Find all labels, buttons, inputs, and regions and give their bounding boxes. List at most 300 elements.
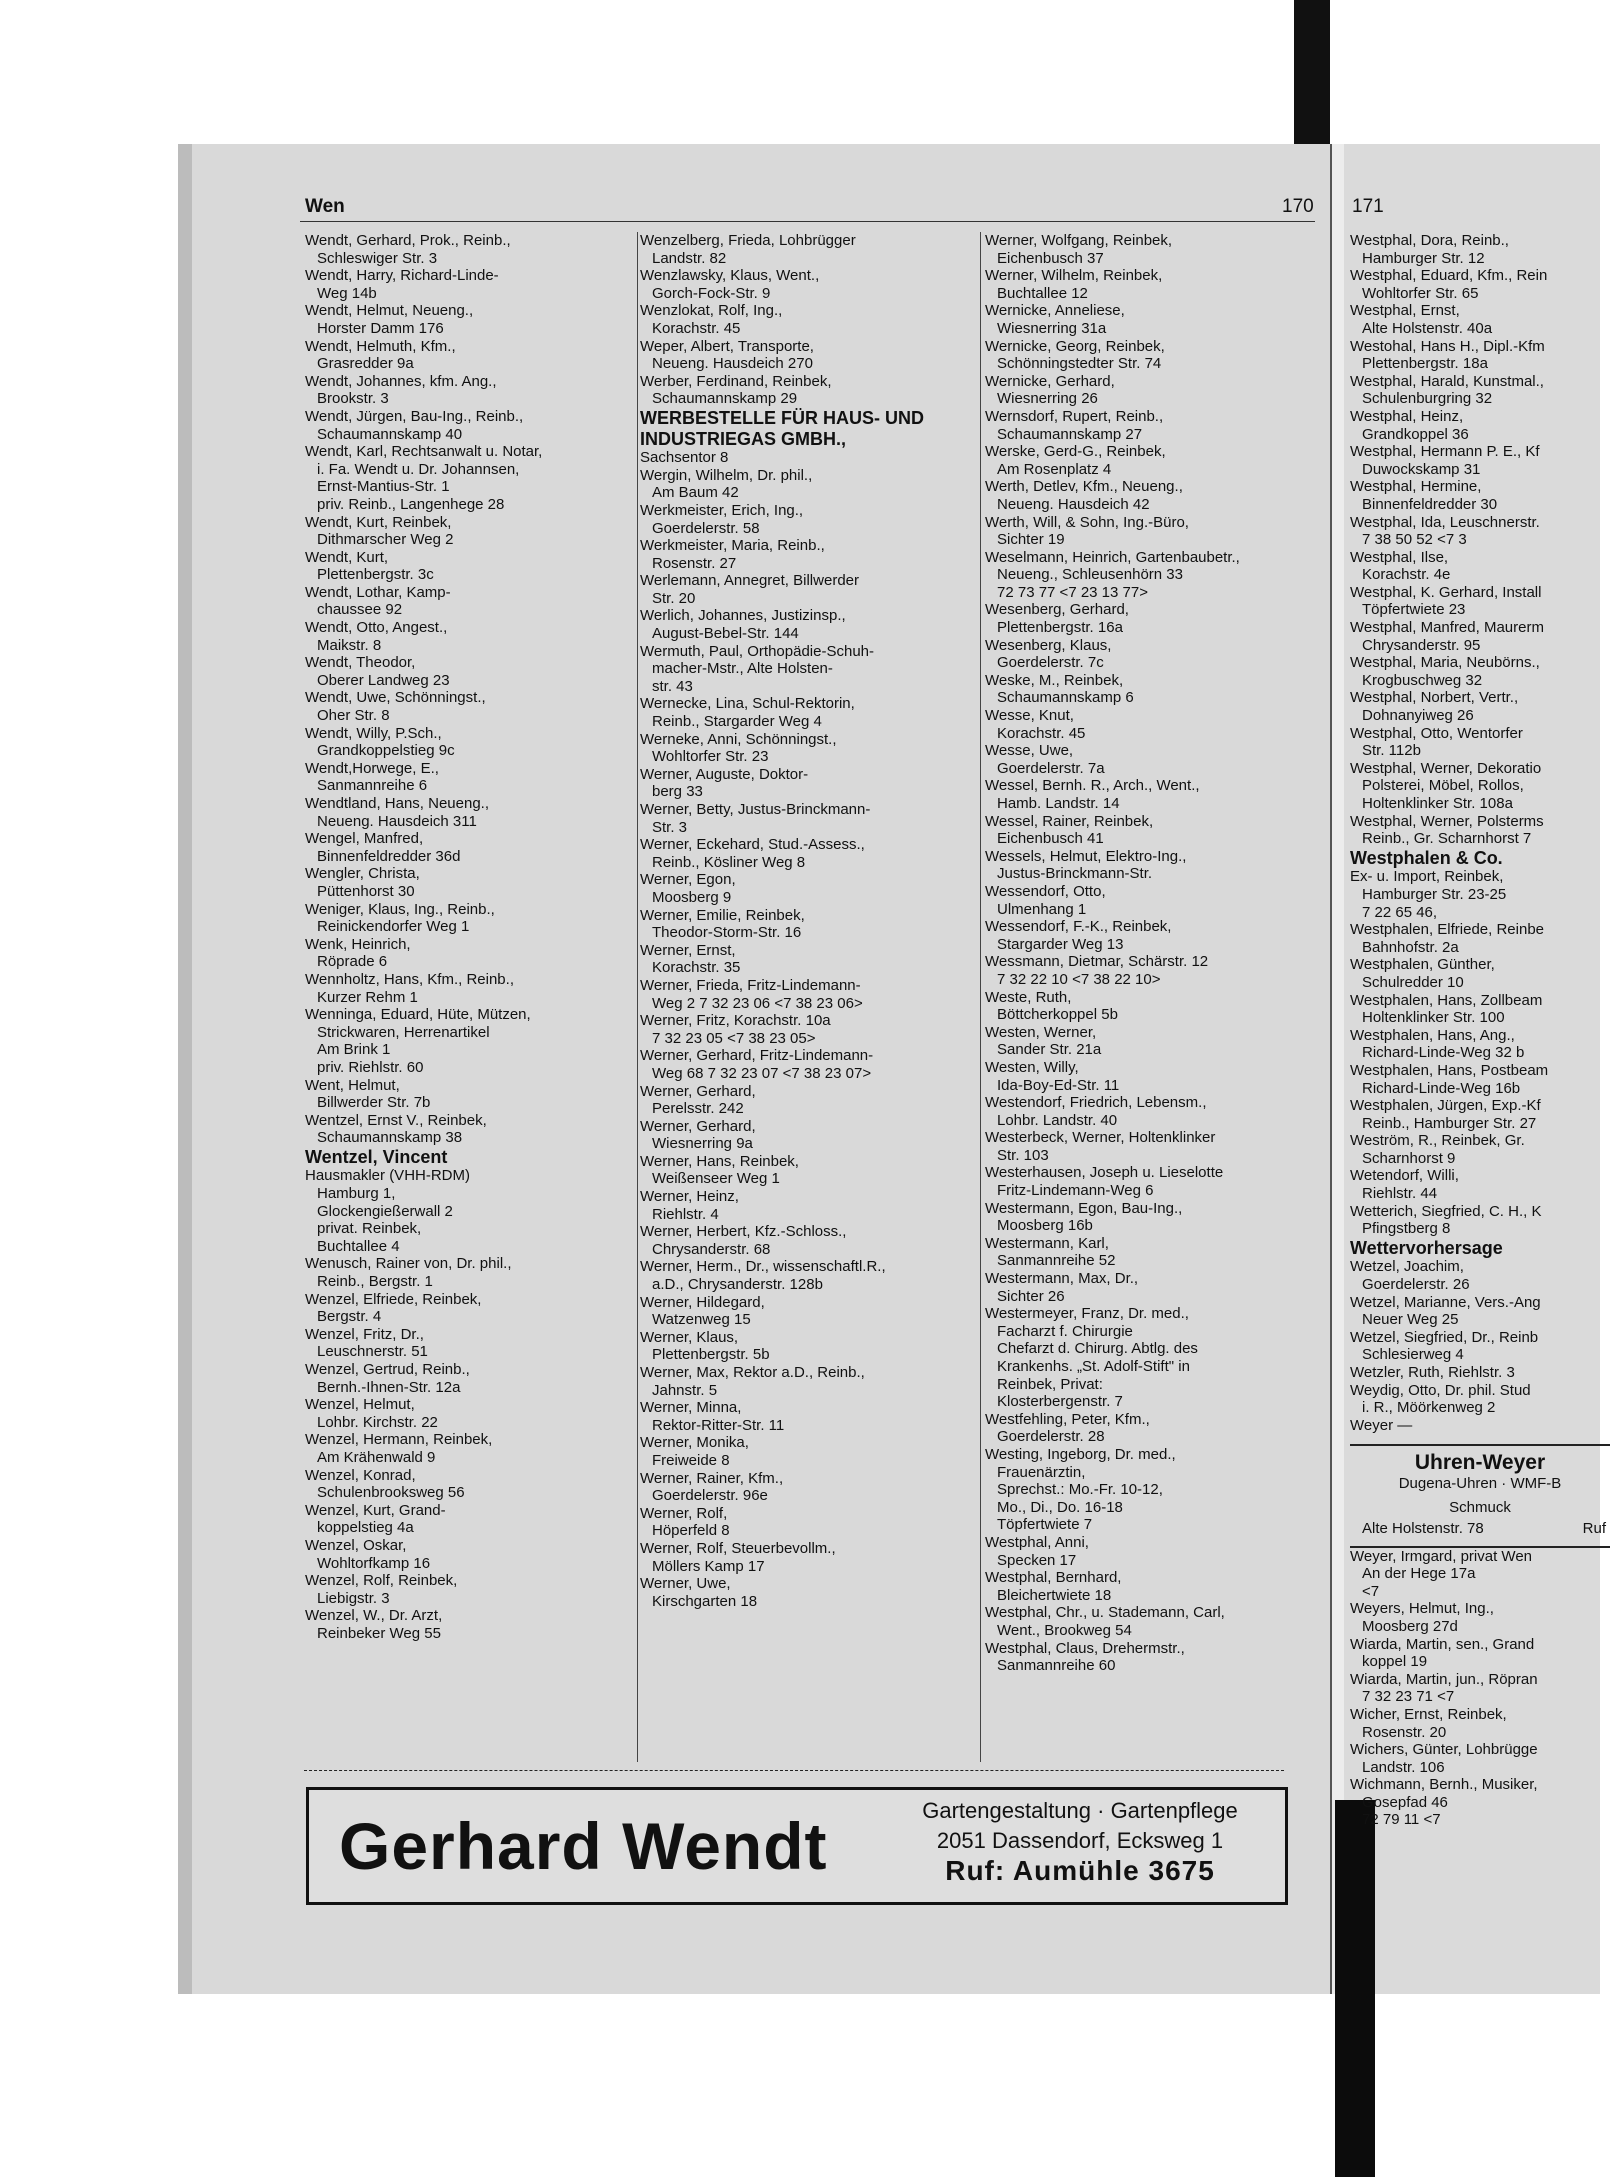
entry-line: Strickwaren, Herrenartikel — [317, 1023, 490, 1041]
directory-entry — [1350, 992, 1610, 1027]
directory-entry — [640, 1118, 970, 1153]
entry-line: Chrysanderstr. 68 — [652, 1240, 771, 1258]
entry-line: Wenzel, Hermann, Reinbek, — [305, 1431, 493, 1449]
entry-line: Reinb., Gr. Scharnhorst 7 — [1362, 830, 1532, 848]
entry-line: Werlich, Johannes, Justizinsp., — [640, 607, 846, 625]
entry-line: Wesenberg, Gerhard, — [985, 601, 1129, 619]
entry-line: Wernsdorf, Rupert, Reinb., — [985, 407, 1164, 425]
entry-line: Möllers Kamp 17 — [652, 1557, 765, 1575]
entry-line: Westphal, Ida, Leuschnerstr. — [1350, 513, 1540, 531]
entry-line: Neueng., Schleusenhörn 33 — [997, 566, 1183, 584]
entry-line: Wernicke, Gerhard, — [985, 372, 1115, 390]
entry-line: priv. Riehlstr. 60 — [317, 1058, 424, 1076]
directory-entry — [640, 801, 970, 836]
entry-line: Rosenstr. 20 — [1362, 1723, 1447, 1741]
entry-line: Perelsstr. 242 — [652, 1100, 744, 1118]
directory-entry — [640, 373, 970, 408]
entry-line: Werner, Gerhard, — [640, 1082, 756, 1100]
directory-entry — [985, 1129, 1315, 1164]
entry-line: Polsterei, Möbel, Rollos, — [1362, 777, 1524, 795]
entry-line: Kirschgarten 18 — [652, 1592, 758, 1610]
entry-line: Goerdelerstr. 7c — [997, 654, 1104, 672]
entry-line: Reinbeker Weg 55 — [317, 1624, 441, 1642]
entry-line: Höperfeld 8 — [652, 1522, 730, 1540]
directory-entry — [305, 302, 635, 337]
entry-line: Buchtallee 12 — [997, 284, 1088, 302]
directory-entry — [1350, 514, 1610, 549]
entry-line: Wendt, Willy, P.Sch., — [305, 724, 442, 742]
entry-line: Hamb. Landstr. 14 — [997, 795, 1120, 812]
entry-line: Schaumannskamp 29 — [652, 390, 798, 408]
directory-entry — [985, 1534, 1315, 1569]
entry-line: Str. 20 — [652, 589, 696, 607]
directory-entry — [1350, 725, 1610, 760]
entry-line: Korachstr. 4e — [1362, 566, 1451, 584]
entry-line: Went., Brookweg 54 — [997, 1621, 1132, 1639]
directory-entry — [1350, 338, 1610, 373]
entry-line: Werner, Betty, Justus-Brinckmann- — [640, 801, 871, 818]
entry-line: Wiarda, Martin, sen., Grand — [1350, 1635, 1535, 1653]
entry-line: An der Hege 17a — [1362, 1565, 1476, 1583]
directory-entry — [1350, 921, 1610, 956]
entry-heading: Wentzel, Vincent — [305, 1146, 448, 1167]
entry-line: Sprechst.: Mo.-Fr. 10-12, — [997, 1481, 1163, 1499]
entry-line: Schönningstedter Str. 74 — [997, 355, 1162, 373]
directory-entry — [305, 1537, 635, 1572]
directory-entry — [1350, 267, 1610, 302]
directory-entry — [640, 836, 970, 871]
entry-line: priv. Reinb., Langenhege 28 — [317, 495, 505, 513]
directory-entry — [640, 537, 970, 572]
directory-entry — [640, 1470, 970, 1505]
entry-line: Wetterich, Siegfried, C. H., K — [1350, 1202, 1542, 1220]
directory-entry — [985, 232, 1315, 267]
directory-entry — [985, 637, 1315, 672]
directory-entry — [305, 1291, 635, 1326]
entry-line: Wichers, Günter, Lohbrügge — [1350, 1741, 1538, 1759]
entry-line: i. R., Möörkenweg 2 — [1362, 1399, 1496, 1417]
entry-line: Brookstr. 3 — [317, 390, 389, 408]
directory-entry — [985, 408, 1315, 443]
entry-line: Watzenweg 15 — [652, 1311, 751, 1329]
ad-company-name: Gerhard Wendt — [339, 1809, 828, 1883]
entry-line: Weper, Albert, Transporte, — [640, 337, 814, 355]
directory-entry — [640, 1047, 970, 1082]
entry-line: Wessmann, Dietmar, Schärstr. 12 — [985, 953, 1209, 971]
entry-line: Sichter 19 — [997, 531, 1065, 549]
entry-line: Grandkoppelstieg 9c — [317, 742, 455, 760]
directory-entry — [305, 373, 635, 408]
entry-line: Werner, Wolfgang, Reinbek, — [985, 232, 1173, 249]
entry-line: Billwerder Str. 7b — [317, 1094, 431, 1112]
entry-line: Eichenbusch 37 — [997, 249, 1104, 267]
entry-line: Landstr. 82 — [652, 249, 727, 267]
directory-entry — [305, 865, 635, 900]
directory-entry — [985, 373, 1315, 408]
entry-line: str. 43 — [652, 677, 693, 695]
entry-line: Wenzel, Kurt, Grand- — [305, 1501, 446, 1519]
entry-line: Werner, Fritz, Korachstr. 10a — [640, 1012, 831, 1030]
directory-entry — [985, 918, 1315, 953]
entry-line: <7 — [1362, 1582, 1380, 1600]
entry-line: Wendt, Karl, Rechtsanwalt u. Notar, — [305, 443, 543, 461]
directory-entry — [305, 267, 635, 302]
entry-line: Scharnhorst 9 — [1362, 1149, 1456, 1167]
entry-line: Grasredder 9a — [317, 355, 414, 373]
entry-line: Werlemann, Annegret, Billwerder — [640, 572, 859, 590]
directory-entry — [640, 572, 970, 607]
entry-line: Werner, Max, Rektor a.D., Reinb., — [640, 1364, 865, 1381]
entry-line: Weg 2 7 32 23 06 <7 38 23 06> — [652, 994, 863, 1012]
entry-heading: INDUSTRIEGAS GMBH., — [640, 428, 847, 449]
entry-line: Werner, Emilie, Reinbek, — [640, 906, 805, 924]
directory-entry — [640, 1294, 970, 1329]
directory-entry — [985, 742, 1315, 777]
directory-entry — [985, 1024, 1315, 1059]
entry-line: Schaumannskamp 6 — [997, 689, 1134, 707]
entry-line: Töpfertwiete 23 — [1362, 601, 1466, 619]
directory-entry — [640, 1505, 970, 1540]
directory-entry — [640, 449, 970, 467]
entry-line: Westerbeck, Werner, Holtenklinker — [985, 1129, 1216, 1147]
directory-entry — [985, 601, 1315, 636]
directory-entry — [985, 1094, 1315, 1129]
entry-line: 7 22 65 46, — [1362, 903, 1438, 921]
entry-line: Werner, Herbert, Kfz.-Schloss., — [640, 1223, 847, 1241]
directory-entry — [1350, 848, 1610, 869]
entry-line: Westphalen, Günther, — [1350, 956, 1495, 974]
entry-line: Wenzel, Rolf, Reinbek, — [305, 1572, 458, 1590]
entry-line: Schaumannskamp 38 — [317, 1129, 463, 1147]
directory-entry — [1350, 302, 1610, 337]
entry-line: Gorch-Fock-Str. 9 — [652, 284, 771, 302]
entry-line: Buchtallee 4 — [317, 1237, 400, 1255]
directory-entry — [1350, 1600, 1610, 1635]
binding-strip — [1335, 1800, 1375, 2177]
entry-line: Wiarda, Martin, jun., Röpran — [1350, 1670, 1538, 1688]
directory-entry — [640, 1329, 970, 1364]
entry-line: 7 32 23 05 <7 38 23 05> — [652, 1029, 816, 1047]
entry-line: Westphalen, Hans, Ang., — [1350, 1026, 1515, 1044]
entry-line: Schulenburgring 32 — [1362, 390, 1493, 408]
directory-entry — [985, 514, 1315, 549]
directory-entry — [640, 977, 970, 1012]
entry-line: Weydig, Otto, Dr. phil. Stud — [1350, 1381, 1531, 1399]
entry-line: Reinb., Stargarder Weg 4 — [652, 713, 822, 731]
entry-line: Wessendorf, F.-K., Reinbek, — [985, 918, 1172, 936]
entry-line: Töpfertwiete 7 — [997, 1516, 1093, 1534]
entry-line: Wenzelberg, Frieda, Lohbrügger — [640, 232, 856, 249]
directory-entry — [305, 1361, 635, 1396]
entry-line: Werneke, Anni, Schönningst., — [640, 730, 837, 748]
directory-entry — [985, 1270, 1315, 1305]
entry-line: Werner, Gerhard, — [640, 1117, 756, 1135]
entry-line: Weyers, Helmut, Ing., — [1350, 1600, 1494, 1618]
entry-line: Westing, Ingeborg, Dr. med., — [985, 1445, 1176, 1463]
entry-line: Kurzer Rehm 1 — [317, 988, 418, 1006]
entry-line: Weg 68 7 32 23 07 <7 38 23 07> — [652, 1064, 872, 1082]
entry-line: Weniger, Klaus, Ing., Reinb., — [305, 900, 495, 918]
directory-entry — [1350, 1167, 1610, 1202]
directory-entry — [1350, 1706, 1610, 1741]
entry-line: Werner, Monika, — [640, 1434, 749, 1452]
entry-line: Goerdelerstr. 7a — [997, 759, 1105, 777]
entry-line: Westohal, Hans H., Dipl.-Kfm — [1350, 337, 1545, 355]
entry-heading: WERBESTELLE FÜR HAUS- UND — [640, 407, 924, 428]
entry-line: Hamburger Str. 12 — [1362, 249, 1485, 267]
entry-line: Hamburg 1, — [317, 1185, 396, 1203]
entry-line: Wenzel, Fritz, Dr., — [305, 1325, 424, 1343]
entry-line: Sachsentor 8 — [640, 449, 729, 467]
entry-line: Binnenfeldredder 36d — [317, 847, 461, 865]
directory-entry — [640, 338, 970, 373]
entry-line: Am Krähenwald 9 — [317, 1448, 436, 1466]
directory-entry — [985, 1604, 1315, 1639]
entry-line: Richard-Linde-Weg 32 b — [1362, 1044, 1525, 1062]
directory-entry — [305, 936, 635, 971]
entry-line: Wesse, Uwe, — [985, 742, 1074, 760]
entry-line: Westphal, Chr., u. Stademann, Carl, — [985, 1604, 1225, 1622]
entry-line: Wendt, Otto, Angest., — [305, 619, 448, 637]
directory-entry — [1350, 373, 1610, 408]
directory-entry — [1350, 1062, 1610, 1097]
entry-line: Lohbr. Landstr. 40 — [997, 1111, 1118, 1129]
directory-entry — [985, 1640, 1315, 1675]
entry-line: Reinbek, Privat: — [997, 1375, 1103, 1393]
entry-line: Freiweide 8 — [652, 1451, 730, 1469]
directory-entry — [640, 1364, 970, 1399]
entry-line: Westphalen, Hans, Zollbeam — [1350, 991, 1543, 1009]
advertisement-box — [306, 1787, 1288, 1905]
directory-entry — [640, 643, 970, 696]
entry-line: Sanmannreihe 6 — [317, 777, 428, 795]
entry-line: Westermann, Egon, Bau-Ing., — [985, 1199, 1183, 1217]
entry-line: Goerdelerstr. 26 — [1362, 1276, 1470, 1294]
business-box-ruf: Ruf — [1582, 1519, 1606, 1537]
entry-line: Wendtland, Hans, Neueng., — [305, 795, 490, 812]
entry-line: Schaumannskamp 27 — [997, 425, 1143, 443]
entry-line: Schaumannskamp 40 — [317, 425, 463, 443]
directory-entry — [305, 443, 635, 513]
entry-line: Werner, Minna, — [640, 1399, 742, 1417]
entry-line: Oberer Landweg 23 — [317, 671, 450, 689]
entry-line: Wentzel, Ernst V., Reinbek, — [305, 1111, 487, 1129]
directory-column-2 — [640, 232, 970, 1610]
directory-entry — [305, 338, 635, 373]
entry-line: a.D., Chrysanderstr. 128b — [652, 1276, 823, 1294]
binding-strip-top — [1294, 0, 1330, 150]
entry-line: Wernicke, Anneliese, — [985, 302, 1125, 320]
entry-line: Riehlstr. 44 — [1362, 1185, 1438, 1203]
entry-line: Wermuth, Paul, Orthopädie-Schuh- — [640, 642, 875, 660]
entry-line: Binnenfeldredder 30 — [1362, 495, 1498, 513]
entry-line: Wetendorf, Willi, — [1350, 1167, 1459, 1185]
entry-line: Am Baum 42 — [652, 484, 739, 502]
entry-line: Weselmann, Heinrich, Gartenbaubetr., — [985, 548, 1240, 566]
entry-line: Wenzel, Konrad, — [305, 1466, 416, 1484]
entry-line: Pfingstberg 8 — [1362, 1220, 1451, 1238]
directory-entry — [985, 848, 1315, 883]
entry-heading: Wettervorhersage — [1350, 1237, 1503, 1258]
directory-entry — [640, 731, 970, 766]
entry-line: Chrysanderstr. 95 — [1362, 636, 1481, 654]
entry-line: Wendt, Harry, Richard-Linde- — [305, 267, 499, 285]
entry-line: Plettenbergstr. 16a — [997, 619, 1123, 637]
directory-entry — [305, 1077, 635, 1112]
directory-entry — [305, 1326, 635, 1361]
directory-entry — [1350, 868, 1610, 921]
entry-line: Ulmenhang 1 — [997, 900, 1087, 918]
entry-line: Westphalen, Elfriede, Reinbe — [1350, 921, 1545, 939]
entry-line: Wengler, Christa, — [305, 865, 420, 883]
directory-entry — [1350, 1097, 1610, 1132]
entry-line: Werner, Heinz, — [640, 1188, 739, 1206]
directory-entry — [640, 1188, 970, 1223]
directory-entry — [305, 232, 635, 267]
entry-line: Westphal, K. Gerhard, Install — [1350, 583, 1542, 601]
entry-line: Wernicke, Georg, Reinbek, — [985, 337, 1165, 355]
directory-entry — [640, 1575, 970, 1610]
entry-line: Weyer, Irmgard, privat Wen — [1350, 1547, 1533, 1565]
entry-line: Bergstr. 4 — [317, 1308, 382, 1326]
directory-entry — [640, 502, 970, 537]
entry-line: Plettenbergstr. 5b — [652, 1346, 770, 1364]
ad-services: Gartengestaltung · Gartenpflege — [922, 1798, 1238, 1823]
entry-line: Westphal, Norbert, Vertr., — [1350, 689, 1519, 707]
directory-entry — [1350, 1132, 1610, 1167]
directory-entry — [1350, 956, 1610, 991]
directory-entry — [305, 1167, 635, 1255]
entry-line: Wiesnerring 26 — [997, 390, 1098, 408]
directory-entry — [640, 1223, 970, 1258]
directory-entry — [1350, 1671, 1610, 1706]
directory-entry — [640, 467, 970, 502]
directory-entry — [1350, 1027, 1610, 1062]
entry-line: Werber, Ferdinand, Reinbek, — [640, 372, 832, 390]
entry-line: Horster Damm 176 — [317, 319, 444, 337]
directory-entry — [305, 1255, 635, 1290]
entry-line: Westfehling, Peter, Kfm., — [985, 1410, 1150, 1428]
column-divider — [980, 232, 981, 1762]
entry-line: Weg 14b — [317, 284, 377, 302]
entry-line: Plettenbergstr. 18a — [1362, 355, 1488, 373]
entry-line: Schulredder 10 — [1362, 973, 1464, 991]
directory-entry — [640, 1153, 970, 1188]
directory-entry — [640, 1399, 970, 1434]
entry-line: Mo., Di., Do. 16-18 — [997, 1498, 1123, 1516]
entry-line: koppelstieg 4a — [317, 1519, 414, 1537]
directory-entry — [1350, 1294, 1610, 1329]
entry-line: Korachstr. 45 — [652, 319, 741, 337]
entry-line: Sanmannreihe 60 — [997, 1657, 1116, 1675]
page-edge — [178, 144, 192, 1994]
entry-line: Krogbuschweg 32 — [1362, 671, 1483, 689]
entry-line: Moosberg 27d — [1362, 1617, 1458, 1635]
entry-line: Moosberg 16b — [997, 1217, 1093, 1235]
entry-line: Schleswiger Str. 3 — [317, 249, 438, 267]
entry-line: Wesenberg, Klaus, — [985, 636, 1112, 654]
directory-entry — [305, 1396, 635, 1431]
entry-line: Wenzel, W., Dr. Arzt, — [305, 1607, 443, 1625]
entry-line: Wenzel, Elfriede, Reinbek, — [305, 1290, 482, 1308]
entry-line: Westphal, Werner, Polsterms — [1350, 812, 1544, 830]
entry-line: Eichenbusch 41 — [997, 830, 1104, 848]
business-box-title: Uhren-Weyer — [1414, 1451, 1546, 1475]
entry-line: Westerhausen, Joseph u. Lieselotte — [985, 1164, 1224, 1182]
entry-line: Werner, Hildegard, — [640, 1293, 765, 1311]
directory-entry — [305, 654, 635, 689]
directory-entry — [985, 443, 1315, 478]
running-head: Wen — [305, 196, 345, 217]
entry-line: Ex- u. Import, Reinbek, — [1350, 868, 1504, 886]
entry-line: Werner, Ernst, — [640, 941, 736, 959]
entry-line: Weste, Ruth, — [985, 988, 1072, 1006]
entry-line: 72 79 11 <7 — [1362, 1811, 1441, 1829]
directory-entry — [1350, 1238, 1610, 1259]
entry-line: Werner, Gerhard, Fritz-Lindemann- — [640, 1047, 874, 1065]
entry-line: Werkmeister, Erich, Ing., — [640, 501, 804, 519]
entry-line: Klosterbergenstr. 7 — [997, 1393, 1123, 1411]
entry-line: Stargarder Weg 13 — [997, 935, 1124, 953]
entry-line: 7 32 23 71 <7 — [1362, 1688, 1455, 1706]
entry-line: Justus-Brinckmann-Str. — [997, 865, 1153, 883]
entry-line: chaussee 92 — [317, 601, 403, 619]
entry-line: Böttcherkoppel 5b — [997, 1006, 1118, 1024]
directory-entry — [640, 408, 970, 449]
entry-line: Bleichertwiete 18 — [997, 1586, 1112, 1604]
entry-line: Wergin, Wilhelm, Dr. phil., — [640, 466, 813, 484]
directory-entry — [640, 1434, 970, 1469]
entry-line: Püttenhorst 30 — [317, 882, 415, 900]
entry-line: Wicher, Ernst, Reinbek, — [1350, 1705, 1507, 1723]
entry-line: Westphal, Claus, Drehermstr., — [985, 1639, 1185, 1657]
entry-line: Wendt, Kurt, Reinbek, — [305, 513, 452, 531]
entry-line: Westendorf, Friedrich, Lebensm., — [985, 1094, 1207, 1112]
entry-line: Bahnhofstr. 2a — [1362, 938, 1459, 956]
directory-entry — [1350, 1417, 1610, 1435]
entry-line: Werner, Egon, — [640, 871, 736, 889]
directory-entry — [640, 232, 970, 267]
ad-separator — [304, 1770, 1284, 1771]
ad-address: 2051 Dassendorf, Ecksweg 1 — [936, 1828, 1224, 1853]
entry-line: berg 33 — [652, 783, 703, 801]
entry-line: Gosepfad 46 — [1362, 1793, 1448, 1811]
entry-line: Werner, Uwe, — [640, 1575, 731, 1593]
directory-entry — [1350, 408, 1610, 443]
entry-line: Goerdelerstr. 96e — [652, 1487, 768, 1505]
directory-entry — [985, 1305, 1315, 1411]
entry-line: Wendt, Helmuth, Kfm., — [305, 337, 456, 355]
directory-entry — [640, 942, 970, 977]
directory-entry — [1350, 584, 1610, 619]
entry-line: Sander Str. 21a — [997, 1041, 1102, 1059]
directory-entry — [985, 1569, 1315, 1604]
directory-entry — [985, 338, 1315, 373]
directory-entry — [305, 1467, 635, 1502]
entry-line: Rosenstr. 27 — [652, 554, 737, 572]
entry-line: Str. 103 — [997, 1146, 1049, 1164]
directory-entry — [305, 1147, 635, 1168]
directory-entry — [1350, 1203, 1610, 1238]
directory-entry — [305, 1431, 635, 1466]
entry-line: Werth, Will, & Sohn, Ing.-Büro, — [985, 513, 1189, 531]
ad-details — [887, 1796, 1273, 1886]
directory-entry — [305, 1006, 635, 1076]
entry-line: Wohltorfkamp 16 — [317, 1554, 431, 1572]
directory-entry — [305, 1502, 635, 1537]
entry-line: Westen, Willy, — [985, 1058, 1079, 1076]
entry-line: Westphal, Manfred, Maurerm — [1350, 619, 1544, 637]
